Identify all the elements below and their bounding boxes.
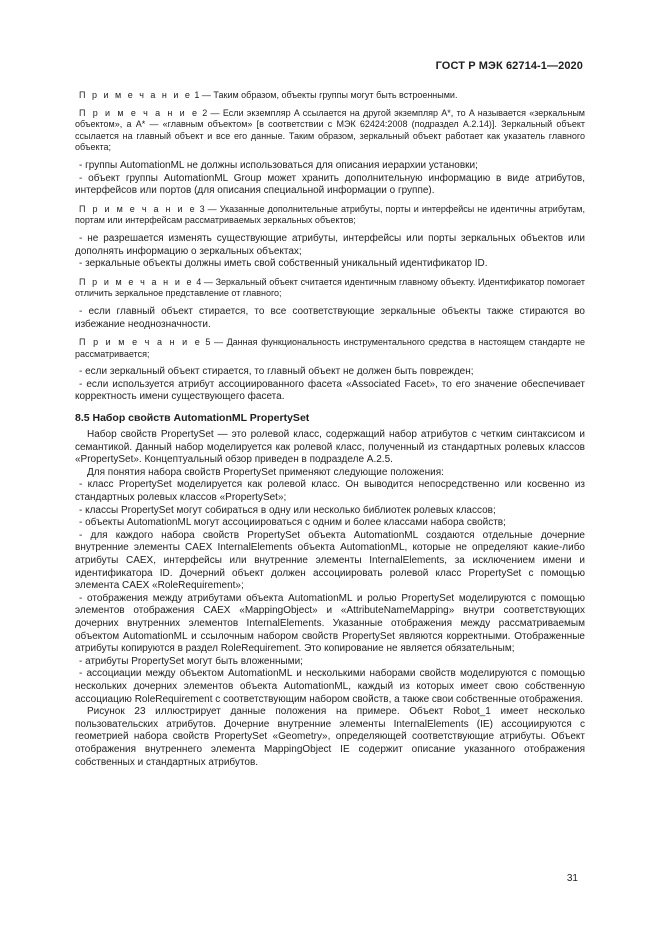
note-2: [75, 108, 585, 154]
document-header: ГОСТ Р МЭК 62714-1—2020: [435, 60, 583, 72]
note-4: [75, 277, 585, 300]
note-text: 1 — Таким образом, объекты группы могут быть встроенными.: [191, 90, 458, 100]
bullet-group-4: [75, 366, 585, 404]
note-lead: П р и м е ч а н и е: [79, 90, 192, 100]
list-item: - зеркальные объекты должны иметь свой собственный уникальный идентификатор ID.: [79, 258, 488, 270]
list-item: - группы AutomationML не должны использоваться для описания иерархии установки;: [79, 159, 478, 171]
bullet-group-3: [75, 306, 585, 331]
list-item: - для каждого набора свойств PropertySet объекта AutomationML создаются отдельные дочерние внутренние элементы CAEX InternalElements объекта AutomationML, которые не определяют какие-либо атрибуты CAEX, интерфейсы или внутренние элементы InternalElements, за исключением имени и идентификатора ID. Дочерний объект должен ассоциировать ролевой класс PropertySet с помощью элемента CAEX «RoleRequirement»;: [75, 529, 585, 592]
list-item: - классы PropertySet могут собираться в одну или несколько библиотек ролевых классов;: [79, 504, 496, 516]
note-5: [75, 337, 585, 360]
page-content: [75, 90, 585, 769]
list-item: - не разрешается изменять существующие атрибуты, интерфейсы или порты зеркальных объектов или дополнять информацию о зеркальных объектах;: [75, 232, 585, 257]
list-item: - отображения между атрибутами объекта AutomationML и ролью PropertySet моделируются с помощью элементов отображения CAEX «MappingObject» и «AttributeNameMapping» внутри соответствующих дочерних внутренних элементов InternalElements. Указанные отображения между рассматриваемым объектом AutomationML и ссылочным набором свойств PropertySet являются корректными. Отображенные атрибуты копируются в раздел RoleRequirement. Это копирование не является обязательным;: [75, 592, 585, 655]
note-text: 5 — Данная функциональность инструментального средства в настоящем стандарте не рассматривается;: [75, 337, 585, 359]
section-body: [75, 429, 585, 769]
note-lead: П р и м е ч а н и е: [79, 203, 197, 214]
list-item: - объекты AutomationML могут ассоциироваться с одним и более классами набора свойств;: [79, 517, 506, 529]
note-1: [75, 90, 585, 102]
note-3: [75, 204, 585, 227]
list-item: - класс PropertySet моделируется как ролевой класс. Он выводится непосредственно или косвенно из стандартных ролевых классов «PropertySet»;: [75, 479, 585, 504]
note-lead: П р и м е ч а н и е: [79, 276, 194, 287]
section-title: 8.5 Набор свойств AutomationML PropertySet: [75, 412, 310, 425]
paragraph: Для понятия набора свойств PropertySet применяют следующие положения:: [87, 466, 444, 478]
bullet-group-1: [75, 160, 585, 198]
list-item: - если главный объект стирается, то все соответствующие зеркальные объекты также стираются во избежание неоднозначности.: [75, 305, 585, 330]
bullet-group-2: [75, 233, 585, 271]
note-lead: П р и м е ч а н и е: [79, 337, 202, 348]
note-text: 3 — Указанные дополнительные атрибуты, порты и интерфейсы не идентичны атрибутам, портам или интерфейсам рассматриваемых зеркальных объектов;: [75, 203, 585, 226]
page-number: 31: [566, 873, 578, 884]
paragraph: Рисунок 23 иллюстрирует данные положения на примере. Объект Robot_1 имеет несколько пользовательских атрибутов. Дочерние внутренние элементы InternalElements (IE) ассоциируются с геометрией набора свойств PropertySet «Geometry», определяющей соответствующие атрибуты. Объект отображения внутреннего элемента MappingObject IE содержит описание указанного отображения собственных и стандартных атрибутов.: [75, 706, 585, 768]
note-text: 2 — Если экземпляр A ссылается на другой экземпляр A*, то A называется «зеркальным объектом», а A* — «главным объектом» [в соответствии с МЭК 62424:2008 (подраздел А.2.14)]. Зеркальный объект ссылается на главный объект и все его данные. Таким образом, зеркальный объект работает как указатель главного объекта;: [75, 107, 585, 153]
list-item: - ассоциации между объектом AutomationML и несколькими наборами свойств моделируются с помощью нескольких дочерних элементов объекта AutomationML, каждый из которых имеет свою собственную ассоциацию RoleRequirement с соответствующим набором свойств, а также свои собственные отображения.: [75, 668, 585, 705]
list-item: - атрибуты PropertySet могут быть вложенными;: [79, 655, 303, 667]
list-item: - если зеркальный объект стирается, то главный объект не должен быть поврежден;: [79, 366, 474, 378]
list-item: - объект группы AutomationML Group может хранить дополнительную информацию в виде атрибутов, интерфейсов или портов (для описания специальной информации о группе).: [75, 172, 585, 197]
note-text: 4 — Зеркальный объект считается идентичным главному объекту. Идентификатор помогает отличить зеркальное представление от главного;: [75, 276, 585, 299]
note-lead: П р и м е ч а н и е: [79, 107, 199, 118]
paragraph: Набор свойств PropertySet — это ролевой класс, содержащий набор атрибутов с четким синтаксисом и семантикой. Данный набор моделируется как ролевой класс, полученный из стандартных ролевых классов «PropertySet». Концептуальный обзор приведен в подразделе А.2.5.: [75, 429, 585, 466]
list-item: - если используется атрибут ассоциированного фасета «Associated Facet», то его значение обеспечивает корректность имени существующего фасета.: [75, 378, 585, 403]
